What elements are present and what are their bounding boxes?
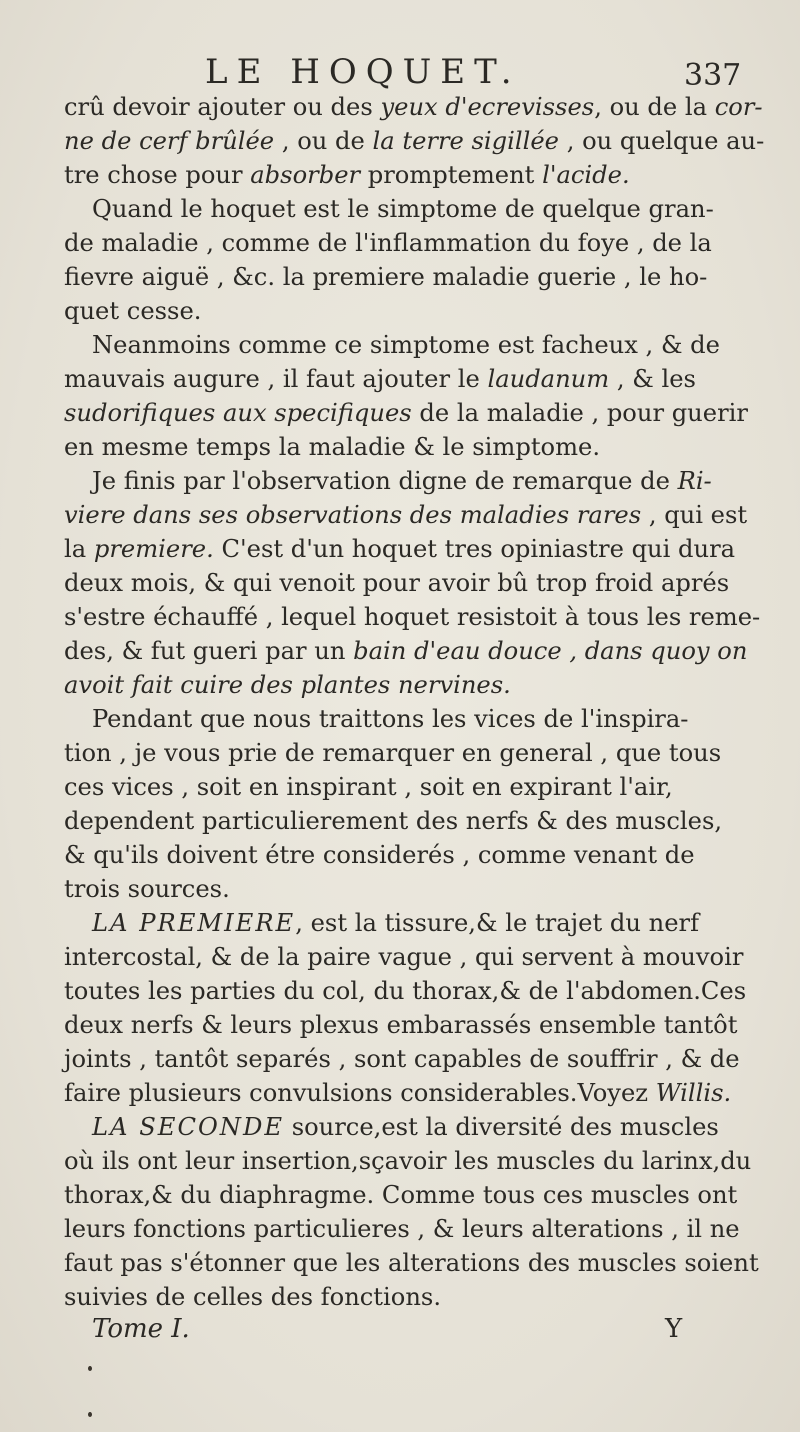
text-line — [64, 736, 764, 770]
text-line — [64, 124, 764, 158]
text-line — [64, 566, 764, 600]
text-line — [64, 838, 764, 872]
text-line — [64, 226, 764, 260]
text-segment: fievre aiguë , &c. la premiere maladie guerie , le ho- — [64, 263, 708, 291]
text-segment: , & les — [609, 365, 696, 393]
text-line — [64, 702, 764, 736]
text-segment: intercostal, & de la paire vague , qui servent à mouvoir — [64, 943, 744, 971]
text-segment: Pendant que nous traittons les vices de l'inspira- — [92, 705, 689, 733]
text-line — [64, 294, 764, 328]
text-segment: de la maladie , pour guerir — [411, 399, 748, 427]
gathering-signature: Y — [665, 1314, 683, 1344]
text-segment: crû devoir ajouter ou des — [64, 93, 381, 121]
text-line — [64, 158, 764, 192]
text-segment: cor- — [714, 93, 763, 121]
text-segment: yeux d'ecrevisses — [380, 93, 595, 121]
text-segment: mauvais augure , il faut ajouter le — [64, 365, 488, 393]
text-segment: deux nerfs & leurs plexus embarassés ensemble tantôt — [64, 1011, 738, 1039]
text-line — [64, 498, 764, 532]
text-segment: & qu'ils doivent étre considerés , comme venant de — [64, 841, 695, 869]
text-segment: trois sources. — [64, 875, 230, 903]
text-segment: tre chose pour — [64, 161, 251, 189]
text-line — [64, 1008, 764, 1042]
text-line — [64, 430, 764, 464]
text-segment: tion , je vous prie de remarquer en general , que tous — [64, 739, 722, 767]
text-segment: , ou de la — [594, 93, 715, 121]
text-segment: Je finis par l'observation digne de remarque de — [92, 467, 678, 495]
text-line — [64, 90, 764, 124]
text-line — [64, 260, 764, 294]
text-segment: de maladie , comme de l'inflammation du foye , de la — [64, 229, 712, 257]
text-segment: toutes les parties du col, du thorax,& de l'abdomen.Ces — [64, 977, 747, 1005]
text-segment: suivies de celles des fonctions. — [64, 1283, 442, 1311]
text-segment: dependent particulierement des nerfs & des muscles, — [64, 807, 723, 835]
text-line — [64, 872, 764, 906]
text-segment: , qui est — [641, 501, 748, 529]
text-line — [64, 192, 764, 226]
text-segment: Neanmoins comme ce simptome est facheux , & de — [92, 331, 720, 359]
text-line — [64, 362, 764, 396]
text-segment: joints , tantôt separés , sont capables de souffrir , & de — [64, 1045, 740, 1073]
text-line — [64, 906, 764, 940]
text-segment: ne de cerf brûlée — [64, 127, 275, 155]
text-segment: où ils ont leur insertion,sçavoir les muscles du larinx,du — [64, 1147, 752, 1175]
text-segment: Quand le hoquet est le simptome de quelque gran- — [92, 195, 714, 223]
page-header — [0, 50, 800, 94]
text-segment: la — [64, 535, 94, 563]
text-line — [64, 1042, 764, 1076]
text-segment: Willis. — [655, 1079, 732, 1107]
volume-signature: Tome I. — [92, 1314, 190, 1344]
text-segment: , ou de — [274, 127, 373, 155]
page-footer — [0, 1312, 800, 1346]
text-line — [64, 770, 764, 804]
text-segment: l'acide. — [542, 161, 630, 189]
text-line — [64, 532, 764, 566]
text-segment: absorber — [250, 161, 361, 189]
text-line — [64, 974, 764, 1008]
section-heading: LA PREMIERE — [92, 909, 296, 937]
text-segment: , est la tissure,& le trajet du nerf — [295, 909, 700, 937]
text-segment: viere dans ses observations des maladies rares — [64, 501, 642, 529]
text-line — [64, 1212, 764, 1246]
text-line — [64, 940, 764, 974]
text-segment: Ri- — [677, 467, 712, 495]
text-segment: thorax,& du diaphragme. Comme tous ces muscles ont — [64, 1181, 738, 1209]
text-segment: avoit fait cuire des plantes nervines. — [64, 671, 511, 699]
text-segment: faire plusieurs convulsions considerables.Voyez — [64, 1079, 656, 1107]
text-line — [64, 328, 764, 362]
text-line — [64, 634, 764, 668]
text-segment: des, & fut gueri par un — [64, 637, 354, 665]
text-segment: en mesme temps la maladie & le simptome. — [64, 433, 601, 461]
text-segment: leurs fonctions particulieres , & leurs alterations , il ne — [64, 1215, 740, 1243]
text-segment: deux mois, & qui venoit pour avoir bû trop froid aprés — [64, 569, 730, 597]
text-line — [64, 396, 764, 430]
ink-speck — [88, 1412, 92, 1417]
text-line — [64, 668, 764, 702]
text-line — [64, 600, 764, 634]
body-text — [64, 90, 764, 1314]
text-line — [64, 1246, 764, 1280]
running-head: LE HOQUET. — [205, 52, 521, 92]
text-segment: premiere. — [93, 535, 214, 563]
text-segment: ces vices , soit en inspirant , soit en expirant l'air, — [64, 773, 673, 801]
section-heading: LA SECONDE — [92, 1113, 284, 1141]
text-segment: sudorifiques aux specifiques — [64, 399, 412, 427]
text-line — [64, 1076, 764, 1110]
text-segment: laudanum — [487, 365, 610, 393]
text-segment: s'estre échauffé , lequel hoquet resistoit à tous les reme- — [64, 603, 761, 631]
text-line — [64, 464, 764, 498]
text-segment: source,est la diversité des muscles — [284, 1113, 719, 1141]
ink-speck — [88, 1366, 92, 1371]
text-segment: faut pas s'étonner que les alterations des muscles soient — [64, 1249, 759, 1277]
text-line — [64, 804, 764, 838]
text-line — [64, 1178, 764, 1212]
page-number: 337 — [684, 58, 742, 93]
text-segment: promptement — [360, 161, 543, 189]
text-segment: la terre sigillée — [372, 127, 559, 155]
text-segment: bain d'eau douce , dans quoy on — [353, 637, 748, 665]
text-line — [64, 1110, 764, 1144]
text-segment: C'est d'un hoquet tres opiniastre qui dura — [213, 535, 736, 563]
text-segment: quet cesse. — [64, 297, 202, 325]
text-line — [64, 1280, 764, 1314]
text-line — [64, 1144, 764, 1178]
text-segment: , ou quelque au- — [559, 127, 765, 155]
